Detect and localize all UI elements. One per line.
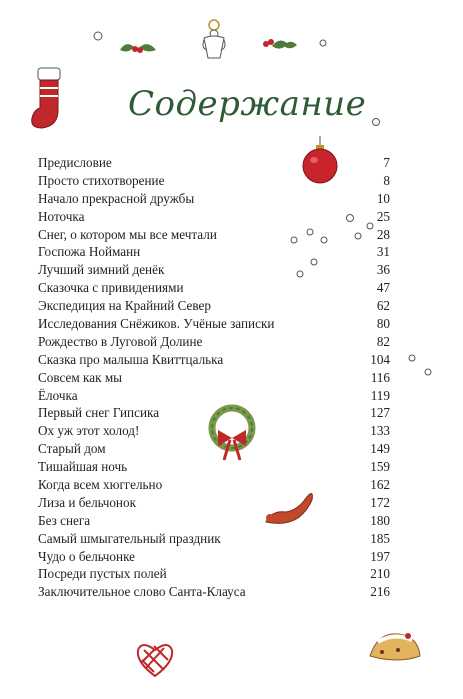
toc-entry-title: Предисловие bbox=[38, 155, 112, 170]
toc-entry bbox=[38, 404, 390, 422]
toc-entry-page: 210 bbox=[370, 566, 390, 582]
toc-entry bbox=[38, 440, 390, 458]
toc-entry-page: 28 bbox=[376, 226, 390, 242]
toc-entry bbox=[38, 387, 390, 405]
toc-entry-page: 116 bbox=[370, 369, 390, 385]
toc-entry-title: Сказка про малыша Квиттцалька bbox=[38, 351, 224, 367]
toc-entry-page: 159 bbox=[370, 459, 390, 475]
toc-entry-page: 162 bbox=[370, 477, 390, 493]
toc-entry bbox=[38, 261, 390, 279]
toc-entry bbox=[38, 208, 390, 226]
toc-entry-page: 47 bbox=[376, 280, 390, 296]
toc-entry-page: 180 bbox=[370, 512, 390, 528]
toc-entry bbox=[38, 279, 390, 297]
toc-entry bbox=[38, 583, 390, 601]
snow-dots-icon bbox=[92, 30, 106, 44]
toc-entry bbox=[38, 315, 390, 333]
toc-entry-title: Начало прекрасной дружбы bbox=[38, 190, 195, 206]
toc-entry-page: 133 bbox=[370, 423, 390, 439]
angel-icon bbox=[201, 18, 227, 62]
toc-entry-title: Просто стихотворение bbox=[38, 172, 165, 188]
toc-entry-title: Ёлочка bbox=[38, 387, 78, 403]
toc-entry-title: Первый снег Гипсика bbox=[38, 405, 160, 421]
toc-entry-page: 36 bbox=[376, 262, 390, 278]
toc-entry-title: Ноточка bbox=[38, 208, 85, 224]
toc-entry-page: 127 bbox=[370, 405, 390, 421]
toc-entry bbox=[38, 548, 390, 566]
toc-entry-title: Лучший зимний денёк bbox=[38, 262, 165, 278]
snowflakes-icon bbox=[404, 350, 434, 380]
toc-entry-page: 197 bbox=[370, 548, 390, 564]
toc-entry-page: 185 bbox=[370, 530, 390, 546]
toc-entry-title: Чудо о бельчонке bbox=[38, 548, 136, 564]
toc-entry-title: Лиза и бельчонок bbox=[38, 494, 136, 510]
toc-entry-title: Госпожа Нойманн bbox=[38, 244, 141, 260]
toc-entry-page: 216 bbox=[370, 584, 390, 600]
toc-entry-title: Исследования Снёжиков. Учёные записки bbox=[38, 316, 275, 332]
toc-entry bbox=[38, 351, 390, 369]
toc-entry bbox=[38, 512, 390, 530]
toc-entry-page: 62 bbox=[376, 298, 390, 314]
toc-entry-page: 149 bbox=[370, 441, 390, 457]
stollen-icon bbox=[368, 626, 422, 664]
toc-entry-page: 25 bbox=[376, 208, 390, 224]
toc-entry-page: 119 bbox=[370, 387, 390, 403]
toc-entry bbox=[38, 333, 390, 351]
toc-entry-page: 172 bbox=[370, 494, 390, 510]
toc-entry-title: Ох уж этот холод! bbox=[38, 423, 140, 439]
holly-sprig-icon bbox=[118, 38, 158, 58]
toc-entry-title: Снег, о котором мы все мечтали bbox=[38, 226, 217, 242]
toc-entry bbox=[38, 494, 390, 512]
toc-entry-page: 7 bbox=[383, 155, 390, 170]
toc-entry-page: 8 bbox=[383, 172, 390, 188]
toc-entry-title: Заключительное слово Санта-Клауса bbox=[38, 584, 246, 600]
toc-entry bbox=[38, 226, 390, 244]
toc-entry bbox=[38, 476, 390, 494]
toc-entry bbox=[38, 530, 390, 548]
toc-entry bbox=[38, 297, 390, 315]
toc-entry-title: Самый шмыгательный праздник bbox=[38, 530, 221, 546]
snow-dots-icon bbox=[318, 38, 328, 48]
toc-entry-title: Экспедиция на Крайний Север bbox=[38, 298, 212, 314]
toc-entry-page: 80 bbox=[376, 316, 390, 332]
toc-entry-title: Без снега bbox=[38, 512, 91, 528]
toc-entry bbox=[38, 243, 390, 261]
toc-entry-page: 10 bbox=[376, 190, 390, 206]
toc-entry-title: Посреди пустых полей bbox=[38, 566, 167, 582]
toc-entry bbox=[38, 565, 390, 583]
toc-entry-title: Рождество в Луговой Долине bbox=[38, 333, 203, 349]
toc-entry-title: Старый дом bbox=[38, 441, 106, 457]
toc-entry bbox=[38, 458, 390, 476]
toc-entry bbox=[38, 369, 390, 387]
heart-cookie-icon bbox=[134, 640, 176, 678]
toc-entry-title: Сказочка с привидениями bbox=[38, 280, 184, 296]
table-of-contents bbox=[38, 154, 390, 601]
toc-entry bbox=[38, 422, 390, 440]
toc-entry-title: Когда всем хюггельно bbox=[38, 477, 163, 493]
page-title: Содержание bbox=[128, 84, 367, 124]
toc-entry-page: 104 bbox=[370, 351, 390, 367]
toc-entry-title: Совсем как мы bbox=[38, 369, 123, 385]
toc-entry bbox=[38, 154, 390, 172]
toc-entry-page: 82 bbox=[376, 333, 390, 349]
toc-entry bbox=[38, 172, 390, 190]
holly-sprig-icon bbox=[262, 36, 298, 54]
toc-entry-page: 31 bbox=[376, 244, 390, 260]
toc-entry bbox=[38, 190, 390, 208]
stocking-icon bbox=[28, 66, 64, 132]
toc-entry-title: Тишайшая ночь bbox=[38, 459, 128, 475]
